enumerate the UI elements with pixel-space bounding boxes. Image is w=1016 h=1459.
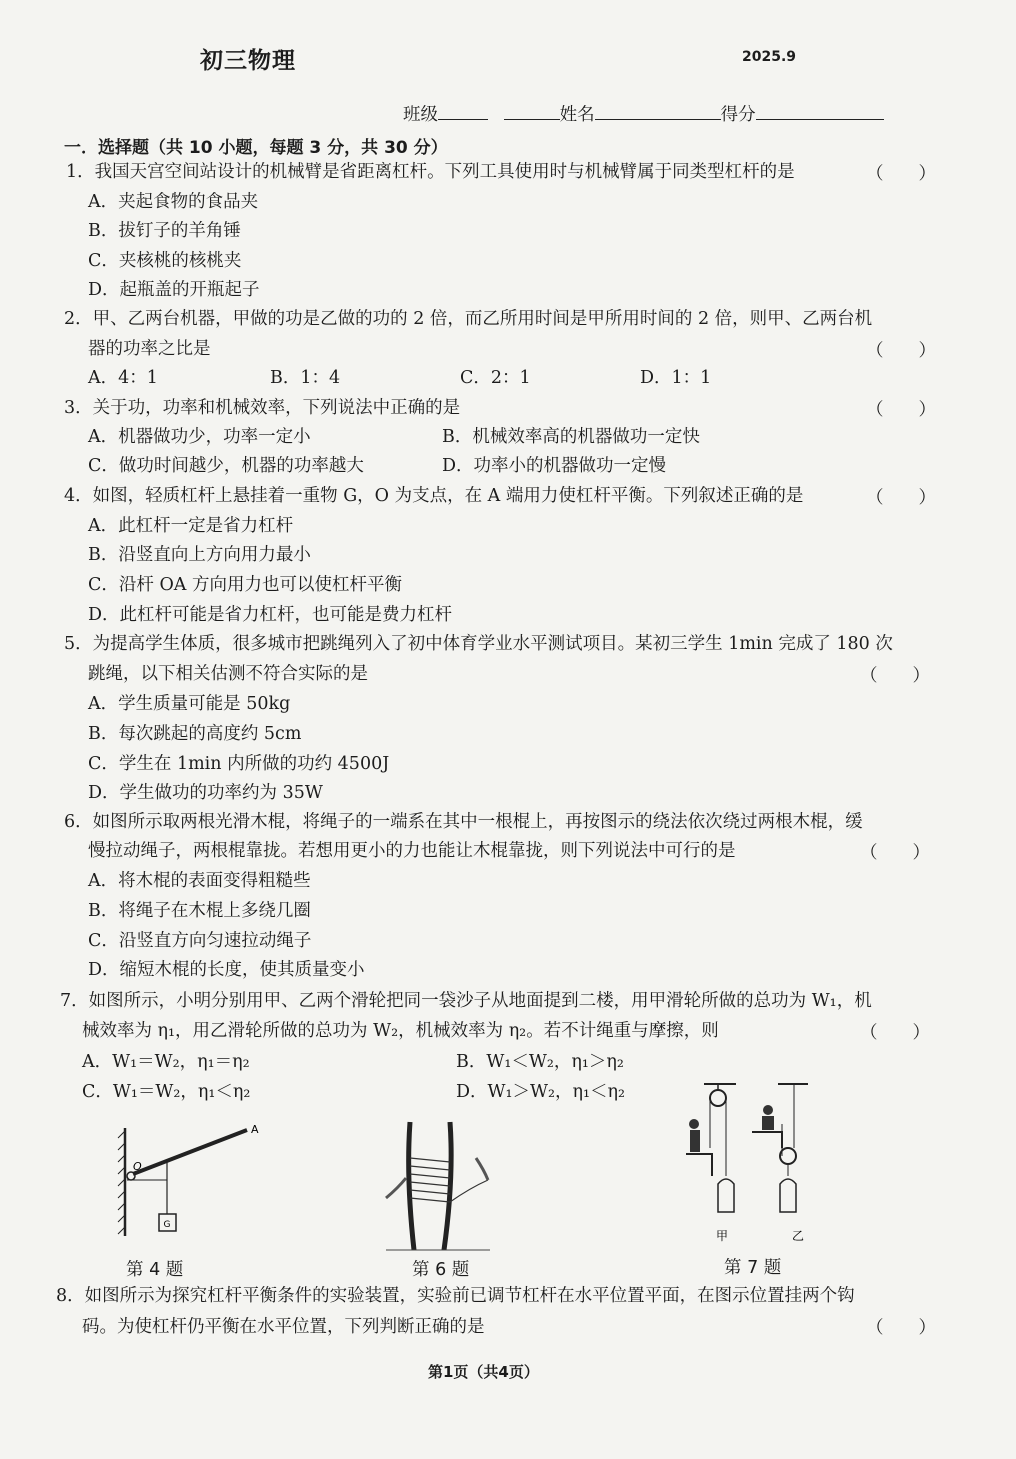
- q6-option-c: C．沿竖直方向匀速拉动绳子: [88, 931, 312, 951]
- q7-stem-line2: 械效率为 η₁，用乙滑轮所做的总功为 W₂，机械效率为 η₂。若不计绳重与摩擦，则: [82, 1021, 719, 1041]
- page-title: 初三物理: [200, 48, 296, 74]
- q4-option-a: A．此杠杆一定是省力杠杆: [88, 516, 294, 536]
- fixed-pulley-jia: [710, 1090, 726, 1106]
- q2-option-a: A．4：1: [88, 368, 158, 388]
- q7-option-c: C．W₁＝W₂，η₁＜η₂: [82, 1082, 251, 1102]
- label-o: O: [133, 1160, 142, 1173]
- q7-answer-bracket[interactable]: （ ）: [860, 1023, 930, 1043]
- q6-option-b: B．将绳子在木棍上多绕几圈: [88, 901, 311, 921]
- lever-bar: [133, 1130, 247, 1174]
- score-label: 得分: [720, 105, 756, 125]
- label-yi: 乙: [792, 1229, 805, 1243]
- person-jia-body: [690, 1130, 700, 1152]
- q5-option-a: A．学生质量可能是 50kg: [88, 694, 291, 714]
- sandbag-jia: [718, 1179, 734, 1212]
- q1-option-b: B．拔钉子的羊角锤: [88, 221, 241, 241]
- person-jia-head: [689, 1119, 699, 1129]
- q1-option-c: C．夹核桃的核桃夹: [88, 251, 242, 271]
- q3-stem: 3．关于功，功率和机械效率，下列说法中正确的是: [64, 398, 461, 418]
- q5-answer-bracket[interactable]: （ ）: [860, 666, 930, 686]
- label-jia: 甲: [716, 1229, 729, 1243]
- q3-answer-bracket[interactable]: （ ）: [866, 400, 936, 420]
- q4-stem: 4．如图，轻质杠杆上悬挂着一重物 G，O 为支点，在 A 端用力使杠杆平衡。下列叙述正确的是: [64, 486, 804, 506]
- q7-option-d: D．W₁＞W₂，η₁＜η₂: [456, 1082, 626, 1102]
- q3-option-c: C．做功时间越少，机器的功率越大: [88, 456, 364, 476]
- figure-6-caption: 第 6 题: [412, 1260, 470, 1280]
- sandbag-yi: [780, 1179, 796, 1212]
- class-blank[interactable]: [438, 105, 488, 120]
- right-hand: [476, 1158, 488, 1180]
- name-label: 姓名: [559, 105, 595, 125]
- q3-option-a: A．机器做功少，功率一定小: [88, 427, 311, 447]
- q2-stem-line1: 2．甲、乙两台机器，甲做的功是乙做的功的 2 倍，而乙所用时间是甲所用时间的 2 倍，则甲、乙两台机: [64, 309, 873, 329]
- q6-option-d: D．缩短木棍的长度，使其质量变小: [88, 960, 365, 980]
- info-row: [403, 104, 884, 126]
- exam-date: 2025.9: [742, 49, 797, 65]
- q4-option-d: D．此杠杆可能是省力杠杆，也可能是费力杠杆: [88, 605, 453, 625]
- q3-option-d: D．功率小的机器做功一定慢: [442, 456, 667, 476]
- q6-answer-bracket[interactable]: （ ）: [860, 843, 930, 863]
- person-yi-head: [763, 1105, 773, 1115]
- page-footer: 第1页（共4页）: [428, 1363, 539, 1381]
- q6-stem-line2: 慢拉动绳子，两根棍靠拢。若想用更小的力也能让木棍靠拢，则下列说法中可行的是: [88, 841, 736, 861]
- figure-4-caption: 第 4 题: [126, 1260, 184, 1280]
- class-blank-2[interactable]: [504, 105, 560, 120]
- floor-yi: [752, 1132, 782, 1148]
- q2-stem-line2: 器的功率之比是: [88, 339, 211, 359]
- left-hand: [386, 1178, 406, 1198]
- q5-stem-line2: 跳绳，以下相关估测不符合实际的是: [88, 664, 368, 684]
- q6-option-a: A．将木棍的表面变得粗糙些: [88, 871, 311, 891]
- q5-option-d: D．学生做功的功率约为 35W: [88, 783, 323, 803]
- figure-4-lever: [115, 1118, 275, 1248]
- q3-option-b: B．机械效率高的机器做功一定快: [442, 427, 700, 447]
- q7-option-b: B．W₁＜W₂，η₁＞η₂: [456, 1052, 624, 1072]
- q2-option-c: C．2：1: [460, 368, 531, 388]
- q6-stem-line1: 6．如图所示取两根光滑木棍，将绳子的一端系在其中一根棍上，再按图示的绕法依次绕过两根木棍，缓: [64, 812, 863, 832]
- q1-option-d: D．起瓶盖的开瓶起子: [88, 280, 260, 300]
- q4-option-c: C．沿杆 OA 方向用力也可以使杠杆平衡: [88, 575, 402, 595]
- figure-6-sticks: [380, 1118, 500, 1254]
- floor-jia: [686, 1154, 712, 1176]
- q2-option-d: D．1：1: [640, 368, 712, 388]
- name-blank[interactable]: [595, 105, 721, 120]
- q2-answer-bracket[interactable]: （ ）: [866, 341, 936, 361]
- q5-option-c: C．学生在 1min 内所做的功约 4500J: [88, 754, 390, 774]
- q7-stem-line1: 7．如图所示，小明分别用甲、乙两个滑轮把同一袋沙子从地面提到二楼，用甲滑轮所做的总功为 W₁，机: [60, 991, 872, 1011]
- q8-stem-line1: 8．如图所示为探究杠杆平衡条件的实验装置，实验前已调节杠杆在水平位置平面，在图示位置挂两个钩: [56, 1286, 855, 1306]
- stick-left: [409, 1122, 414, 1250]
- class-label: 班级: [403, 105, 438, 125]
- label-g: G: [163, 1220, 171, 1230]
- q5-option-b: B．每次跳起的高度约 5cm: [88, 724, 302, 744]
- q2-option-b: B．1：4: [270, 368, 341, 388]
- q4-option-b: B．沿竖直向上方向用力最小: [88, 545, 311, 565]
- section-heading: 一．选择题（共 10 小题，每题 3 分，共 30 分）: [64, 138, 448, 158]
- q1-stem: 1．我国天宫空间站设计的机械臂是省距离杠杆。下列工具使用时与机械臂属于同类型杠杆的是: [66, 162, 795, 182]
- score-blank[interactable]: [756, 105, 884, 120]
- q1-answer-bracket[interactable]: （ ）: [866, 164, 936, 184]
- q7-option-a: A．W₁＝W₂，η₁＝η₂: [82, 1052, 250, 1072]
- figure-7-pulleys: [682, 1078, 812, 1248]
- q8-stem-line2: 码。为使杠杆仍平衡在水平位置，下列判断正确的是: [82, 1317, 485, 1337]
- q4-answer-bracket[interactable]: （ ）: [866, 488, 936, 508]
- label-a: A: [251, 1123, 259, 1136]
- q8-answer-bracket[interactable]: （ ）: [866, 1318, 936, 1338]
- figure-7-caption: 第 7 题: [724, 1258, 782, 1278]
- q5-stem-line1: 5．为提高学生体质，很多城市把跳绳列入了初中体育学业水平测试项目。某初三学生 1min 完成了 180 次: [64, 634, 893, 654]
- person-yi-body: [762, 1116, 774, 1130]
- q1-option-a: A．夹起食物的食品夹: [88, 192, 259, 212]
